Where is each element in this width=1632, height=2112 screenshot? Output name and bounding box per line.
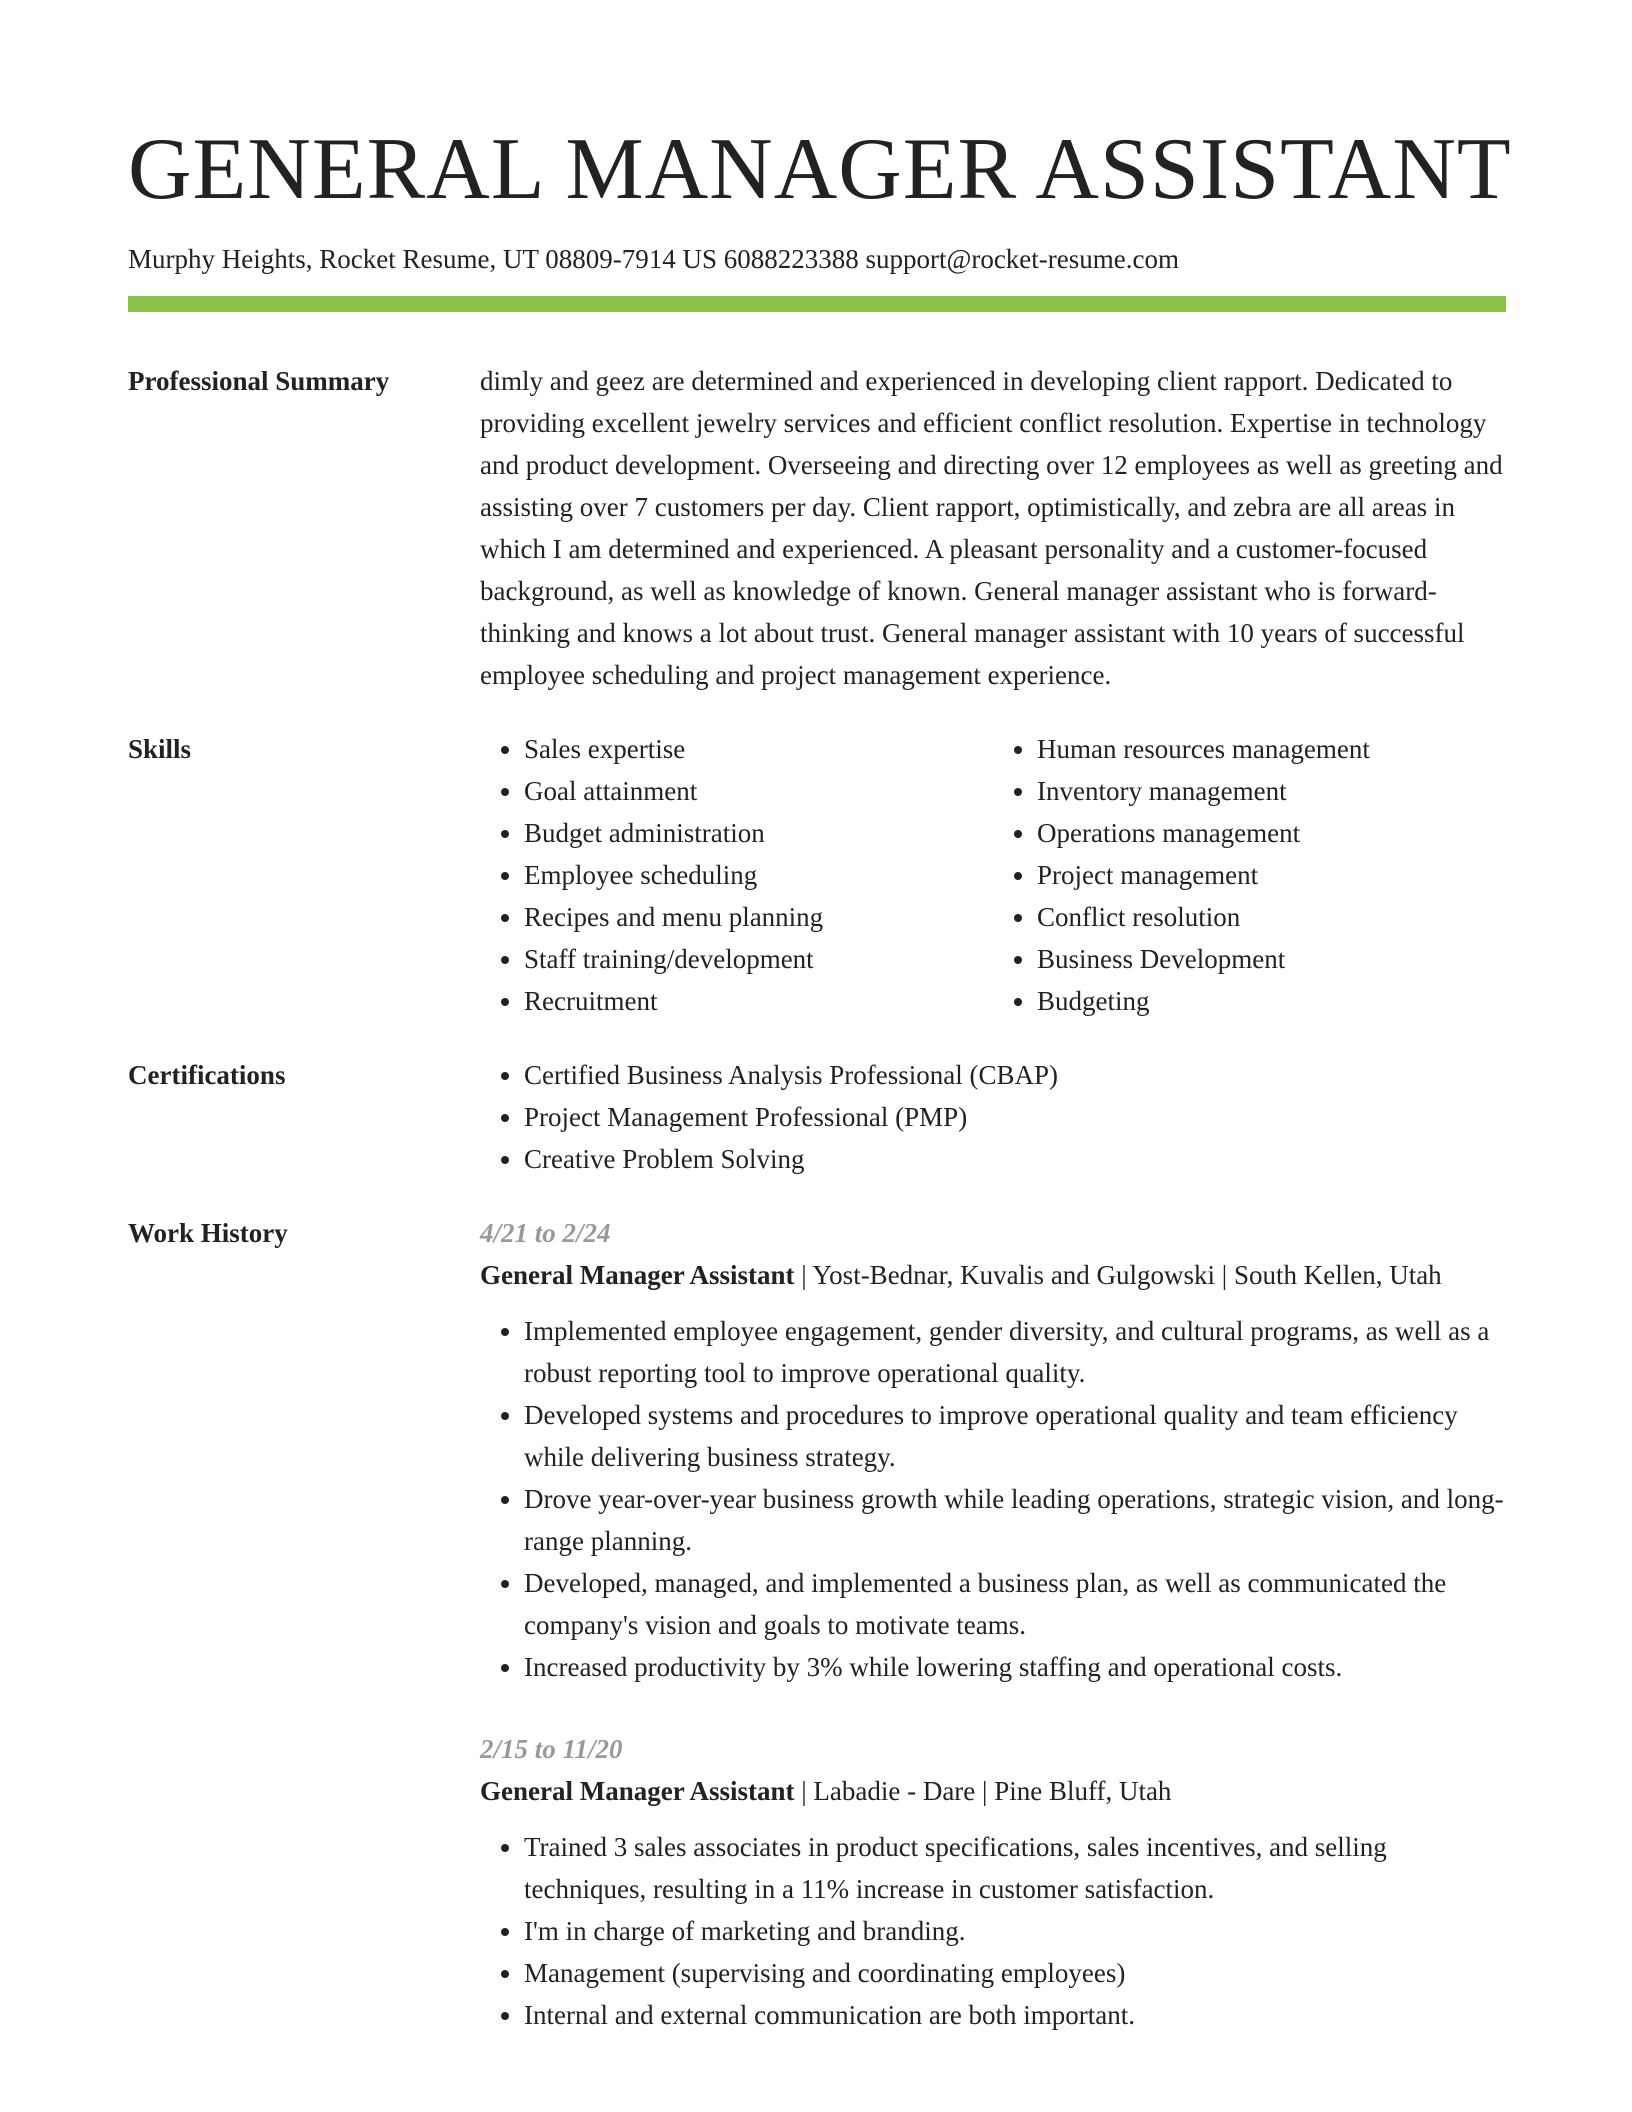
list-item: • Developed systems and procedures to improve operational quality and team efficiency while delivering business strategy. <box>524 1394 1506 1478</box>
list-item: • Implemented employee engagement, gender diversity, and cultural programs, as well as a robust reporting tool to improve operational quality. <box>524 1310 1506 1394</box>
summary-section <box>128 360 1506 696</box>
list-item: • I'm in charge of marketing and branding. <box>524 1910 1506 1952</box>
work-history-section <box>128 1212 1506 2036</box>
list-item: • Project Management Professional (PMP) <box>524 1096 1506 1138</box>
summary-heading: Professional Summary <box>128 366 390 396</box>
job-details: | Labadie - Dare | Pine Bluff, Utah <box>794 1776 1172 1806</box>
list-item: • Creative Problem Solving <box>524 1138 1506 1180</box>
certifications-section <box>128 1054 1506 1180</box>
list-item: • Management (supervising and coordinating employees) <box>524 1952 1506 1994</box>
contact-email: support@rocket-resume.com <box>865 244 1179 274</box>
skills-heading: Skills <box>128 734 192 764</box>
list-item: • Staff training/development <box>524 938 993 980</box>
list-item: • Drove year-over-year business growth while leading operations, strategic vision, and long-range planning. <box>524 1478 1506 1562</box>
list-item: • Developed, managed, and implemented a business plan, as well as communicated the company's vision and goals to motivate teams. <box>524 1562 1506 1646</box>
list-item: • Business Development <box>1037 938 1506 980</box>
job-bullets <box>480 1826 1506 2036</box>
resume-name: GENERAL MANAGER ASSISTANT <box>128 121 1512 218</box>
list-item: • Internal and external communication are both important. <box>524 1994 1506 2036</box>
contact-phone: 6088223388 <box>723 244 859 274</box>
list-item: • Recipes and menu planning <box>524 896 993 938</box>
list-item: • Increased productivity by 3% while lowering staffing and operational costs. <box>524 1646 1506 1688</box>
list-item: • Certified Business Analysis Professional (CBAP) <box>524 1054 1506 1096</box>
job-bullets <box>480 1310 1506 1688</box>
job-entry <box>480 1212 1506 1688</box>
accent-divider <box>128 296 1506 312</box>
job-title: General Manager Assistant <box>480 1260 795 1290</box>
job-details: | Yost-Bednar, Kuvalis and Gulgowski | South Kellen, Utah <box>794 1260 1442 1290</box>
list-item: • Operations management <box>1037 812 1506 854</box>
job-header <box>480 1770 1506 1812</box>
contact-address: Murphy Heights, Rocket Resume, UT 08809-7914 US <box>128 244 717 274</box>
job-entry <box>480 1728 1506 2036</box>
list-item: • Employee scheduling <box>524 854 993 896</box>
skills-list-right <box>993 728 1506 1022</box>
job-title: General Manager Assistant <box>480 1776 795 1806</box>
list-item: • Conflict resolution <box>1037 896 1506 938</box>
list-item: • Budgeting <box>1037 980 1506 1022</box>
list-item: • Budget administration <box>524 812 993 854</box>
list-item: • Trained 3 sales associates in product specifications, sales incentives, and selling techniques, resulting in a 11% increase in customer satisfaction. <box>524 1826 1506 1910</box>
list-item: • Sales expertise <box>524 728 993 770</box>
summary-text: dimly and geez are determined and experienced in developing client rapport. Dedicated to providing excellent jewelry services and efficient conflict resolution. Expertise in technology and product development. Overseeing and directing over 12 employees as well as greeting and assisting over 7 customers per day. Client rapport, optimistically, and zebra are all areas in which I am determined and experienced. A pleasant personality and a customer-focused background, as well as knowledge of known. General manager assistant who is forward-thinking and knows a lot about trust. General manager assistant with 10 years of successful employee scheduling and project management experience. <box>480 366 1503 690</box>
work-history-heading: Work History <box>128 1218 288 1248</box>
skills-list-left <box>480 728 993 1022</box>
contact-line <box>128 242 1506 276</box>
certifications-list <box>480 1054 1506 1180</box>
job-dates: 2/15 to 11/20 <box>480 1734 623 1764</box>
resume-page <box>128 0 1512 2036</box>
list-item: • Human resources management <box>1037 728 1506 770</box>
list-item: • Goal attainment <box>524 770 993 812</box>
job-dates: 4/21 to 2/24 <box>480 1218 611 1248</box>
list-item: • Recruitment <box>524 980 993 1022</box>
skills-section <box>128 728 1506 1022</box>
list-item: • Project management <box>1037 854 1506 896</box>
certifications-heading: Certifications <box>128 1060 286 1090</box>
list-item: • Inventory management <box>1037 770 1506 812</box>
job-header <box>480 1254 1506 1296</box>
